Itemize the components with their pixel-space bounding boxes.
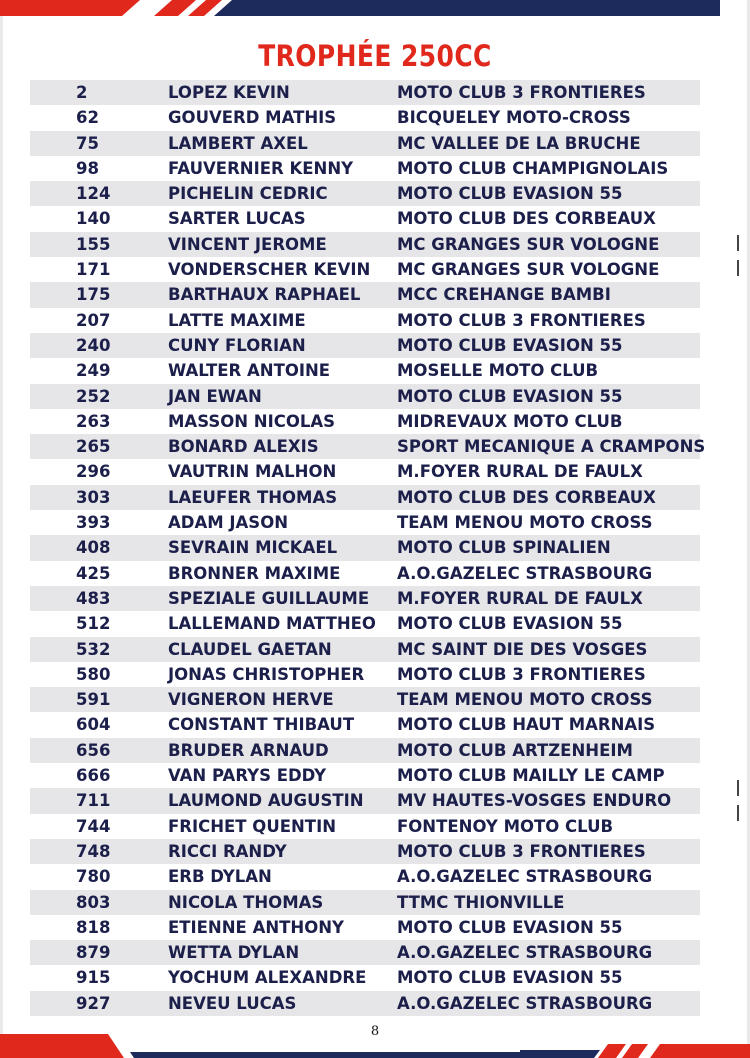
rider-number: 927 [76, 993, 111, 1013]
rider-number: 803 [76, 892, 111, 912]
rider-name: PICHELIN CEDRIC [168, 184, 328, 204]
club-name: A.O.GAZELEC STRASBOURG [397, 563, 653, 583]
club-name: MC VALLEE DE LA BRUCHE [397, 133, 641, 153]
table-row [30, 510, 700, 535]
rider-name: LAMBERT AXEL [168, 133, 308, 153]
rider-number: 98 [76, 158, 99, 178]
rider-number: 604 [76, 715, 111, 735]
table-row [30, 586, 700, 611]
club-name: MC GRANGES SUR VOLOGNE [397, 234, 660, 254]
rider-number: 171 [76, 260, 111, 280]
rider-number: 303 [76, 487, 111, 507]
table-row [30, 206, 700, 231]
club-name: MOTO CLUB EVASION 55 [397, 968, 623, 988]
rider-name: FRICHET QUENTIN [168, 816, 337, 836]
top-decorative-band [0, 0, 750, 16]
table-row [30, 915, 700, 940]
club-name: MOTO CLUB DES CORBEAUX [397, 209, 656, 229]
table-row [30, 788, 700, 813]
club-name: MOTO CLUB EVASION 55 [397, 614, 623, 634]
rider-name: VIGNERON HERVE [168, 690, 334, 710]
rider-name: ERB DYLAN [168, 867, 272, 887]
rider-number: 744 [76, 816, 111, 836]
table-row [30, 282, 700, 307]
rider-number: 124 [76, 184, 111, 204]
club-name: MOTO CLUB ARTZENHEIM [397, 740, 633, 760]
bottom-decorative-band [0, 1028, 750, 1058]
table-row [30, 257, 700, 282]
club-name: MOTO CLUB 3 FRONTIERES [397, 310, 646, 330]
club-name: A.O.GAZELEC STRASBOURG [397, 943, 653, 963]
rider-number: 748 [76, 841, 111, 861]
rider-name: VAUTRIN MALHON [168, 462, 337, 482]
rider-number: 263 [76, 411, 111, 431]
club-name: MOTO CLUB SPINALIEN [397, 538, 611, 558]
rider-number: 818 [76, 917, 111, 937]
club-name: SPORT MECANIQUE A CRAMPONS [397, 437, 706, 457]
rider-number: 2 [76, 83, 88, 102]
rider-name: CLAUDEL GAETAN [168, 639, 332, 659]
rider-name: WALTER ANTOINE [168, 361, 331, 381]
table-row [30, 434, 706, 459]
club-name: TEAM MENOU MOTO CROSS [397, 690, 653, 710]
table-row [30, 763, 700, 788]
club-name: FONTENOY MOTO CLUB [397, 816, 614, 836]
club-name: MCC CREHANGE BAMBI [397, 285, 611, 305]
club-name: MOTO CLUB EVASION 55 [397, 386, 623, 406]
rider-number: 711 [76, 791, 111, 811]
club-name: MOTO CLUB DES CORBEAUX [397, 487, 656, 507]
rider-name: SARTER LUCAS [168, 209, 306, 229]
table-row [30, 308, 700, 333]
table-row [30, 839, 700, 864]
rider-number: 296 [76, 462, 111, 482]
rider-number: 483 [76, 588, 111, 608]
club-name: M.FOYER RURAL DE FAULX [397, 588, 643, 608]
club-name: BICQUELEY MOTO-CROSS [397, 108, 631, 128]
page-edge-left [0, 0, 3, 1058]
rider-number: 62 [76, 108, 99, 128]
rider-name: YOCHUM ALEXANDRE [168, 968, 367, 988]
rider-number: 408 [76, 538, 111, 558]
table-row [30, 459, 700, 484]
table-row [30, 409, 700, 434]
rider-name: LATTE MAXIME [168, 310, 306, 330]
club-name: MOTO CLUB EVASION 55 [397, 184, 623, 204]
rider-name: NEVEU LUCAS [168, 993, 297, 1013]
scan-mark [737, 805, 739, 821]
table-row [30, 712, 700, 737]
table-row [30, 485, 700, 510]
table-row [30, 940, 700, 965]
rider-name: MASSON NICOLAS [168, 411, 336, 431]
table-row [30, 131, 700, 156]
club-name: MOTO CLUB HAUT MARNAIS [397, 715, 656, 735]
table-row [30, 864, 700, 889]
rider-name: ADAM JASON [168, 513, 289, 533]
rider-name: NICOLA THOMAS [168, 892, 324, 912]
club-name: MOTO CLUB EVASION 55 [397, 335, 623, 355]
club-name: TTMC THIONVILLE [397, 892, 565, 912]
club-name: MOTO CLUB EVASION 55 [397, 917, 623, 937]
rider-number: 75 [76, 133, 99, 153]
club-name: A.O.GAZELEC STRASBOURG [397, 993, 653, 1013]
rider-name: WETTA DYLAN [168, 943, 300, 963]
club-name: A.O.GAZELEC STRASBOURG [397, 867, 653, 887]
rider-name: JAN EWAN [168, 386, 262, 406]
scan-mark [737, 235, 739, 251]
rider-name: BARTHAUX RAPHAEL [168, 285, 361, 305]
rider-number: 207 [76, 310, 111, 330]
table-row [30, 687, 700, 712]
rider-name: LALLEMAND MATTHEO [168, 614, 376, 634]
rider-number: 155 [76, 234, 111, 254]
rider-number: 425 [76, 563, 111, 583]
table-row [30, 991, 700, 1016]
rider-name: RICCI RANDY [168, 841, 287, 861]
rider-name: CONSTANT THIBAUT [168, 715, 355, 735]
club-name: MOTO CLUB 3 FRONTIERES [397, 664, 646, 684]
scan-mark [737, 260, 739, 276]
rider-number: 265 [76, 437, 111, 457]
table-row [30, 358, 700, 383]
results-table [30, 80, 706, 1016]
rider-name: VAN PARYS EDDY [168, 766, 327, 786]
rider-number: 915 [76, 968, 111, 988]
rider-name: LOPEZ KEVIN [168, 83, 290, 102]
table-row [30, 965, 700, 990]
rider-name: VONDERSCHER KEVIN [168, 260, 371, 280]
rider-number: 532 [76, 639, 111, 659]
club-name: MOTO CLUB CHAMPIGNOLAIS [397, 158, 669, 178]
rider-number: 580 [76, 664, 111, 684]
rider-number: 780 [76, 867, 111, 887]
rider-number: 591 [76, 690, 111, 710]
rider-name: SEVRAIN MICKAEL [168, 538, 338, 558]
rider-name: FAUVERNIER KENNY [168, 158, 354, 178]
table-row [30, 611, 700, 636]
table-row [30, 637, 700, 662]
club-name: M.FOYER RURAL DE FAULX [397, 462, 643, 482]
table-row [30, 662, 700, 687]
table-row [30, 156, 700, 181]
club-name: MOSELLE MOTO CLUB [397, 361, 599, 381]
club-name: MOTO CLUB MAILLY LE CAMP [397, 766, 665, 786]
table-row [30, 890, 700, 915]
rider-name: BRUDER ARNAUD [168, 740, 329, 760]
rider-name: GOUVERD MATHIS [168, 108, 337, 128]
table-row [30, 181, 700, 206]
rider-name: LAEUFER THOMAS [168, 487, 338, 507]
rider-name: CUNY FLORIAN [168, 335, 306, 355]
club-name: MOTO CLUB 3 FRONTIERES [397, 841, 646, 861]
rider-number: 666 [76, 766, 111, 786]
rider-name: ETIENNE ANTHONY [168, 917, 344, 937]
club-name: MOTO CLUB 3 FRONTIERES [397, 83, 646, 102]
rider-name: BRONNER MAXIME [168, 563, 341, 583]
table-row [30, 105, 700, 130]
table-row [30, 738, 700, 763]
table-row [30, 561, 700, 586]
rider-name: LAUMOND AUGUSTIN [168, 791, 364, 811]
rider-number: 656 [76, 740, 111, 760]
table-row [30, 535, 700, 560]
table-row [30, 80, 700, 105]
table-row [30, 333, 700, 358]
page-number: 8 [370, 1024, 380, 1039]
table-row [30, 814, 700, 839]
rider-name: VINCENT JEROME [168, 234, 327, 254]
table-row [30, 232, 700, 257]
scan-mark [737, 780, 739, 796]
rider-number: 512 [76, 614, 111, 634]
rider-name: BONARD ALEXIS [168, 437, 319, 457]
rider-name: SPEZIALE GUILLAUME [168, 588, 370, 608]
club-name: MC SAINT DIE DES VOSGES [397, 639, 648, 659]
club-name: TEAM MENOU MOTO CROSS [397, 513, 653, 533]
rider-number: 252 [76, 386, 111, 406]
page-title: TROPHÉE 250CC [258, 39, 492, 73]
rider-number: 393 [76, 513, 111, 533]
rider-name: JONAS CHRISTOPHER [168, 664, 365, 684]
club-name: MV HAUTES-VOSGES ENDURO [397, 791, 672, 811]
table-row [30, 384, 700, 409]
rider-number: 175 [76, 285, 111, 305]
rider-number: 879 [76, 943, 111, 963]
rider-number: 240 [76, 335, 111, 355]
rider-number: 140 [76, 209, 111, 229]
rider-number: 249 [76, 361, 111, 381]
club-name: MIDREVAUX MOTO CLUB [397, 411, 623, 431]
club-name: MC GRANGES SUR VOLOGNE [397, 260, 660, 280]
